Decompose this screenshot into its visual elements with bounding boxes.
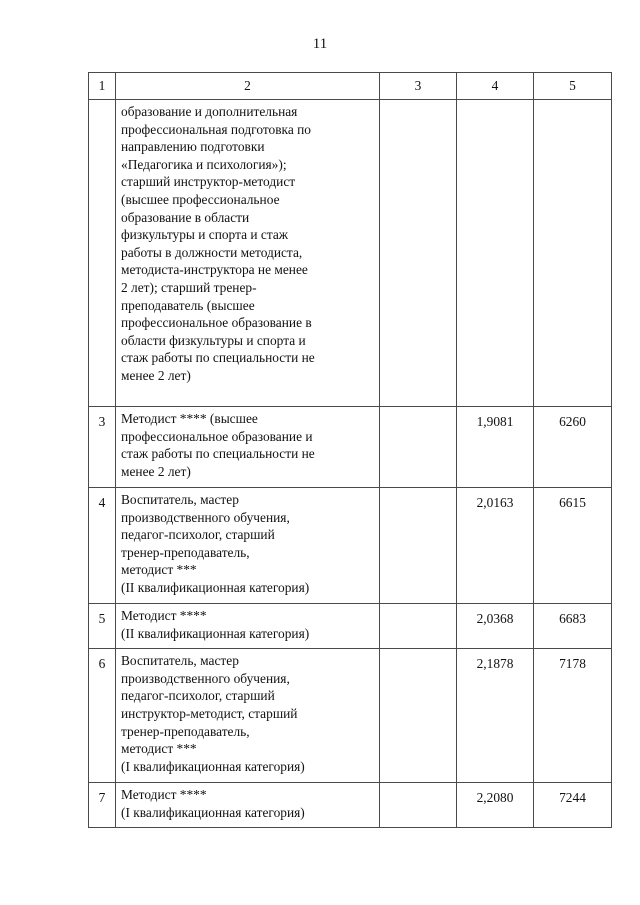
- row-number: [89, 100, 116, 407]
- row-coefficient: [457, 100, 534, 407]
- row-coefficient: 1,9081: [457, 407, 534, 488]
- table-header-row: [89, 73, 612, 100]
- column-header: 2: [116, 73, 380, 100]
- row-amount: 6683: [534, 604, 612, 649]
- row-description: Методист **** (I квалификационная категория): [116, 783, 380, 828]
- row-description: Воспитатель, мастер производственного обучения, педагог-психолог, старший тренер-преподаватель, методист *** (II квалификационная категория): [116, 488, 380, 604]
- row-col3: [380, 604, 457, 649]
- row-description: образование и дополнительная профессиональная подготовка по направлению подготовки «Педагогика и психология»); старший инструктор-методист (высшее профессиональное образование в области физкультуры и спорта и стаж работы в должности методиста, методиста-инструктора не менее 2 лет); старший тренер- преподаватель (высшее профессиональное образование в области физкультуры и спорта и стаж работы по специальности не менее 2 лет): [116, 100, 380, 407]
- row-col3: [380, 649, 457, 783]
- column-header: 4: [457, 73, 534, 100]
- row-col3: [380, 100, 457, 407]
- row-number: 6: [89, 649, 116, 783]
- table-row: [89, 488, 612, 604]
- row-col3: [380, 783, 457, 828]
- row-description: Методист **** (II квалификационная категория): [116, 604, 380, 649]
- row-amount: 7178: [534, 649, 612, 783]
- row-number: 4: [89, 488, 116, 604]
- document-table: [88, 72, 612, 828]
- column-header: 3: [380, 73, 457, 100]
- table-row: [89, 407, 612, 488]
- column-header: 1: [89, 73, 116, 100]
- row-description: Методист **** (высшее профессиональное образование и стаж работы по специальности не менее 2 лет): [116, 407, 380, 488]
- page-number: 11: [312, 36, 328, 52]
- row-amount: [534, 100, 612, 407]
- row-coefficient: 2,0368: [457, 604, 534, 649]
- table-row: [89, 604, 612, 649]
- row-coefficient: 2,0163: [457, 488, 534, 604]
- row-amount: 6260: [534, 407, 612, 488]
- row-col3: [380, 407, 457, 488]
- table-row: [89, 100, 612, 407]
- row-col3: [380, 488, 457, 604]
- row-number: 3: [89, 407, 116, 488]
- row-amount: 6615: [534, 488, 612, 604]
- table-row: [89, 783, 612, 828]
- row-number: 7: [89, 783, 116, 828]
- row-amount: 7244: [534, 783, 612, 828]
- table-row: [89, 649, 612, 783]
- column-header: 5: [534, 73, 612, 100]
- row-coefficient: 2,1878: [457, 649, 534, 783]
- row-number: 5: [89, 604, 116, 649]
- row-coefficient: 2,2080: [457, 783, 534, 828]
- row-description: Воспитатель, мастер производственного обучения, педагог-психолог, старший инструктор-методист, старший тренер-преподаватель, методист *** (I квалификационная категория): [116, 649, 380, 783]
